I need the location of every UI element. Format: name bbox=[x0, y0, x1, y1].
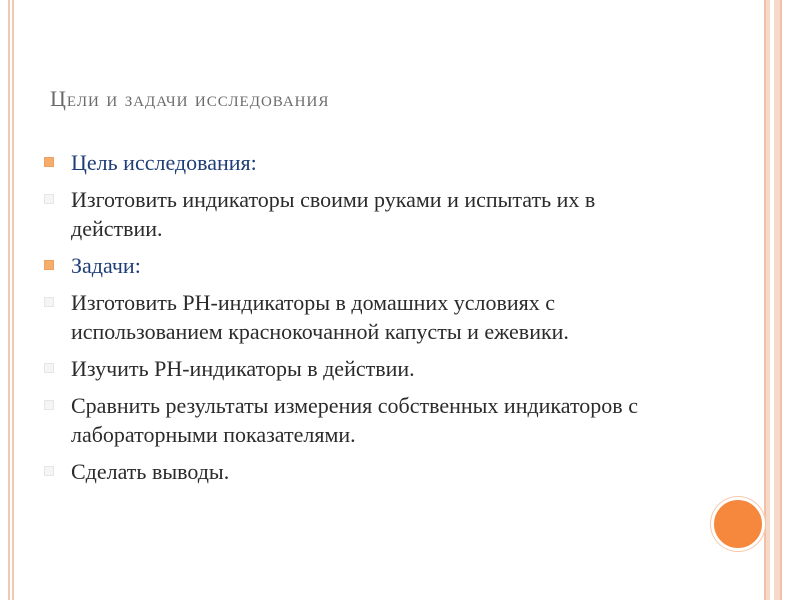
list-item bbox=[44, 148, 684, 177]
light-square-bullet-icon bbox=[44, 297, 54, 307]
light-square-bullet-icon bbox=[44, 363, 54, 373]
list-item-text: Изучить РН-индикаторы в действии. bbox=[71, 356, 415, 381]
list-item-text: Задачи: bbox=[71, 253, 141, 278]
light-square-bullet-icon bbox=[44, 194, 54, 204]
list-item bbox=[44, 251, 684, 280]
list-item bbox=[44, 185, 684, 243]
left-decorative-border bbox=[8, 0, 14, 600]
list-item-text: Цель исследования: bbox=[71, 150, 257, 175]
list-item-text: Изготовить РН-индикаторы в домашних условиях с использованием краснокочанной капусты и ежевики. bbox=[71, 290, 569, 344]
bullet-list bbox=[44, 148, 684, 494]
list-item-text: Сделать выводы. bbox=[71, 459, 230, 484]
list-item-text: Сравнить результаты измерения собственных индикаторов с лабораторными показателями. bbox=[71, 393, 638, 447]
orange-square-bullet-icon bbox=[44, 260, 54, 270]
list-item bbox=[44, 391, 684, 449]
list-item bbox=[44, 354, 684, 383]
light-square-bullet-icon bbox=[44, 466, 54, 476]
orange-circle-icon bbox=[711, 497, 765, 551]
slide-title: Цели и задачи исследования bbox=[50, 86, 330, 111]
list-item-text: Изготовить индикаторы своими руками и испытать их в действии. bbox=[71, 187, 596, 241]
orange-square-bullet-icon bbox=[44, 157, 54, 167]
light-square-bullet-icon bbox=[44, 400, 54, 410]
list-item bbox=[44, 288, 684, 346]
list-item bbox=[44, 457, 684, 486]
right-decorative-border-inner bbox=[770, 0, 774, 600]
